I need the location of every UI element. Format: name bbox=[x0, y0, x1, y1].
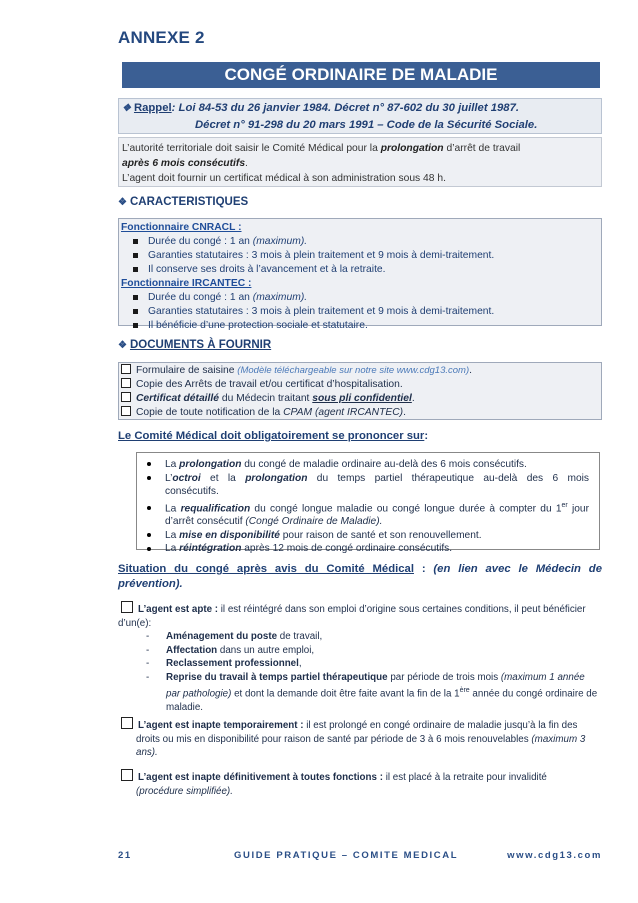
square-bullet-icon bbox=[133, 295, 138, 300]
authority-line2: L’agent doit fournir un certificat médical à son administration sous 48 h. bbox=[122, 173, 446, 184]
doc-line-2 bbox=[121, 378, 601, 392]
ci3c: du congé longue maladie ou congé longue durée à compter du 1 bbox=[250, 502, 562, 514]
doc-4c: . bbox=[403, 407, 406, 418]
inapte-def-block bbox=[118, 769, 602, 798]
dash-bullet: - bbox=[146, 644, 150, 656]
inapte-temp-label: L’agent est inapte temporairement : bbox=[138, 720, 307, 731]
checkbox-icon[interactable] bbox=[121, 364, 131, 374]
comite-box bbox=[136, 452, 600, 555]
authority-t3: d’arrêt de travail bbox=[443, 143, 521, 154]
docs-heading bbox=[118, 339, 271, 351]
ircantec-item-3 bbox=[121, 319, 601, 333]
comite-item-3b bbox=[147, 515, 589, 529]
cnracl-label: Fonctionnaire CNRACL : bbox=[121, 222, 242, 233]
inapte-def-label: L’agent est inapte définitivement à toutes fonctions : bbox=[138, 772, 386, 783]
situation-title: Situation du congé après avis du Comité Médical bbox=[118, 563, 414, 575]
authority-text bbox=[122, 141, 598, 186]
square-bullet-icon bbox=[133, 253, 138, 258]
doc-1c: . bbox=[469, 365, 472, 376]
apte-item-2 bbox=[118, 644, 602, 658]
ci5a: La bbox=[165, 543, 180, 555]
rappel-line1: : Loi 84-53 du 26 janvier 1984. Décret n° 87-602 du 30 juillet 1987. bbox=[171, 102, 519, 114]
checkbox-icon[interactable] bbox=[121, 378, 131, 388]
ci2e: du temps partiel thérapeutique au-delà des 6 mois bbox=[307, 472, 590, 484]
apte-item-t: dans un autre emploi, bbox=[217, 644, 315, 656]
annex-title: ANNEXE 2 bbox=[118, 28, 205, 47]
checkbox-icon[interactable] bbox=[121, 717, 133, 729]
doc-line-3 bbox=[121, 392, 601, 406]
cnracl-item-2 bbox=[121, 249, 601, 263]
apte-item4-i: (maximum 1 année bbox=[500, 671, 585, 683]
apte-item-1 bbox=[118, 630, 602, 644]
docs-heading-text: DOCUMENTS À FOURNIR bbox=[129, 339, 272, 351]
apte-text: il est réintégré dans son emploi d’origine sous certaines conditions, il peut bénéficier bbox=[220, 604, 586, 615]
comite-item-4 bbox=[147, 529, 589, 543]
apte-label: L’agent est apte : bbox=[138, 604, 221, 615]
bullet-dot-icon bbox=[147, 462, 151, 466]
comite-heading-suffix: : bbox=[424, 430, 429, 442]
ci4a: La bbox=[165, 529, 180, 541]
checkbox-icon[interactable] bbox=[121, 601, 133, 613]
bullet-dot-icon bbox=[147, 533, 151, 537]
diamond-bullet-icon: ❖ bbox=[122, 103, 131, 114]
authority-t2: prolongation bbox=[380, 143, 444, 154]
apte-text2: d’un(e): bbox=[118, 617, 152, 629]
situation-heading bbox=[118, 562, 602, 592]
apte-item-t: , bbox=[298, 658, 302, 669]
ci5c: après 12 mois de congé ordinaire consécutifs. bbox=[241, 543, 453, 555]
inapte-temp-block bbox=[118, 717, 602, 760]
situation-colon: : bbox=[413, 563, 434, 575]
comite-item-2 bbox=[147, 472, 589, 486]
doc-4a: Copie de toute notification de la bbox=[136, 407, 284, 418]
ci4c: pour raison de santé et son renouvellement. bbox=[279, 529, 482, 541]
comite-heading bbox=[118, 430, 428, 442]
diamond-bullet-icon: ❖ bbox=[118, 340, 127, 351]
carac-heading-text: CARACTERISTIQUES bbox=[129, 196, 249, 208]
ci2a: L’ bbox=[165, 472, 173, 484]
square-bullet-icon bbox=[133, 309, 138, 314]
carac-box bbox=[118, 218, 602, 331]
doc-4b: CPAM (agent IRCANTEC) bbox=[283, 407, 404, 418]
footer-guide-title: GUIDE PRATIQUE – COMITE MEDICAL bbox=[234, 850, 459, 861]
doc-line-1 bbox=[121, 364, 601, 378]
ircantec-item-italic: (maximum). bbox=[252, 292, 308, 303]
doc-1a: Formulaire de saisine bbox=[136, 365, 238, 376]
ci1c: du congé de maladie ordinaire au-delà des 6 mois consécutifs. bbox=[241, 459, 527, 470]
authority-t1: L’autorité territoriale doit saisir le Comité Médical pour la bbox=[122, 143, 381, 154]
apte-item-b: Aménagement du poste bbox=[166, 631, 278, 642]
inapte-temp-text2i: (maximum 3 bbox=[531, 733, 586, 745]
inapte-temp-text2: droits ou mis en disponibilité pour raison de santé par période de 3 à 6 mois renouvelables bbox=[136, 733, 532, 745]
comite-heading-text: Le Comité Médical doit obligatoirement se prononcer sur bbox=[118, 430, 425, 442]
apte-item4-t4: maladie. bbox=[166, 701, 204, 713]
footer-website-link[interactable]: www.cdg13.com bbox=[507, 850, 602, 861]
dash-bullet: - bbox=[146, 631, 150, 642]
ci3sup: er bbox=[561, 501, 568, 509]
docs-box bbox=[118, 362, 602, 420]
ircantec-label: Fonctionnaire IRCANTEC : bbox=[121, 278, 252, 289]
checkbox-icon[interactable] bbox=[121, 406, 131, 416]
doc-line-4 bbox=[121, 406, 601, 420]
cnracl-item-italic: (maximum). bbox=[252, 236, 308, 247]
ci5b: réintégration bbox=[179, 543, 242, 555]
apte-item4-sup: ère bbox=[459, 687, 470, 694]
square-bullet-icon bbox=[133, 239, 138, 244]
authority-t4: après 6 mois consécutifs bbox=[122, 158, 246, 169]
inapte-def-text2: (procédure simplifiée). bbox=[136, 785, 233, 797]
checkbox-icon[interactable] bbox=[121, 392, 131, 402]
inapte-temp-text3: ans). bbox=[136, 747, 158, 758]
doc-3a: Certificat détaillé bbox=[136, 393, 219, 404]
square-bullet-icon bbox=[133, 323, 138, 328]
rappel-line2: Décret n° 91-298 du 20 mars 1991 – Code de la Sécurité Sociale. bbox=[195, 119, 538, 131]
cnracl-item-3 bbox=[121, 263, 601, 277]
ci4b: mise en disponibilité bbox=[179, 529, 280, 541]
ci2b: octroi bbox=[172, 472, 201, 484]
rappel-label: Rappel bbox=[133, 102, 172, 114]
diamond-bullet-icon: ❖ bbox=[118, 197, 127, 208]
ci3e: d’arrêt consécutif bbox=[165, 516, 246, 528]
ci3b: requalification bbox=[180, 502, 251, 514]
apte-block bbox=[118, 601, 602, 714]
ircantec-item-1 bbox=[121, 291, 601, 305]
bullet-dot-icon bbox=[147, 547, 151, 551]
comite-item-1 bbox=[147, 458, 589, 472]
footer-page-number: 21 bbox=[118, 850, 132, 861]
cnracl-item-1 bbox=[121, 235, 601, 249]
apte-item4-t3: année du congé ordinaire de bbox=[469, 688, 598, 700]
ci1b: prolongation bbox=[179, 459, 242, 470]
cnracl-item-text: Garanties statutaires : 3 mois à plein traitement et 9 mois à demi-traitement. bbox=[148, 250, 495, 261]
apte-item4-t: par période de trois mois bbox=[387, 671, 501, 683]
carac-heading bbox=[118, 196, 248, 208]
situation-note: (en lien avec le Médecin de prévention). bbox=[118, 563, 602, 590]
ircantec-item-text: Il bénéficie d’une protection sociale et statutaire. bbox=[148, 320, 368, 331]
ircantec-item-text: Durée du congé : 1 an bbox=[148, 292, 253, 303]
rappel-block bbox=[122, 100, 537, 133]
ci1a: La bbox=[165, 459, 180, 470]
apte-item4-b: Reprise du travail à temps partiel thérapeutique bbox=[166, 671, 388, 683]
dash-bullet: - bbox=[146, 658, 150, 669]
cnracl-item-text: Il conserve ses droits à l’avancement et à la retraite. bbox=[148, 264, 386, 275]
ci2f: consécutifs. bbox=[165, 486, 219, 497]
apte-item-4 bbox=[118, 671, 602, 685]
doc-2: Copie des Arrêts de travail et/ou certificat d’hospitalisation. bbox=[136, 379, 403, 390]
ircantec-item-text: Garanties statutaires : 3 mois à plein traitement et 9 mois à demi-traitement. bbox=[148, 306, 495, 317]
dash-bullet: - bbox=[146, 671, 150, 683]
apte-item4-i2: par pathologie) bbox=[166, 688, 232, 700]
ircantec-item-2 bbox=[121, 305, 601, 319]
bullet-dot-icon bbox=[147, 476, 151, 480]
checkbox-icon[interactable] bbox=[121, 769, 133, 781]
comite-item-3 bbox=[147, 499, 589, 516]
apte-item-b: Affectation bbox=[166, 644, 218, 656]
ci3d: jour bbox=[567, 502, 589, 514]
banner-title: CONGÉ ORDINAIRE DE MALADIE bbox=[122, 62, 600, 88]
apte-item-b: Reclassement professionnel bbox=[166, 658, 299, 669]
apte-item4-t2: et dont la demande doit être faite avant la fin de la 1 bbox=[231, 688, 460, 700]
ci3f: (Congé Ordinaire de Maladie). bbox=[245, 516, 383, 528]
ci2d: prolongation bbox=[245, 472, 308, 484]
apte-item-3 bbox=[118, 657, 602, 671]
doc-3c: sous pli confidentiel bbox=[312, 393, 412, 404]
doc-3b: du Médecin traitant bbox=[218, 393, 313, 404]
ci2c: et la bbox=[200, 472, 246, 484]
doc-1-link[interactable]: (Modèle téléchargeable sur notre site www.cdg13.com) bbox=[237, 365, 470, 376]
inapte-def-text: il est placé à la retraite pour invalidité bbox=[385, 772, 547, 783]
bullet-dot-icon bbox=[147, 506, 151, 510]
ci3a: La bbox=[165, 502, 181, 514]
cnracl-item-text: Durée du congé : 1 an bbox=[148, 236, 253, 247]
doc-3d: . bbox=[411, 393, 415, 404]
inapte-temp-text: il est prolongé en congé ordinaire de maladie jusqu’à la fin des bbox=[306, 720, 578, 731]
apte-item-t: de travail, bbox=[277, 631, 323, 642]
square-bullet-icon bbox=[133, 267, 138, 272]
comite-item-5 bbox=[147, 542, 589, 556]
authority-t5: . bbox=[245, 158, 248, 169]
